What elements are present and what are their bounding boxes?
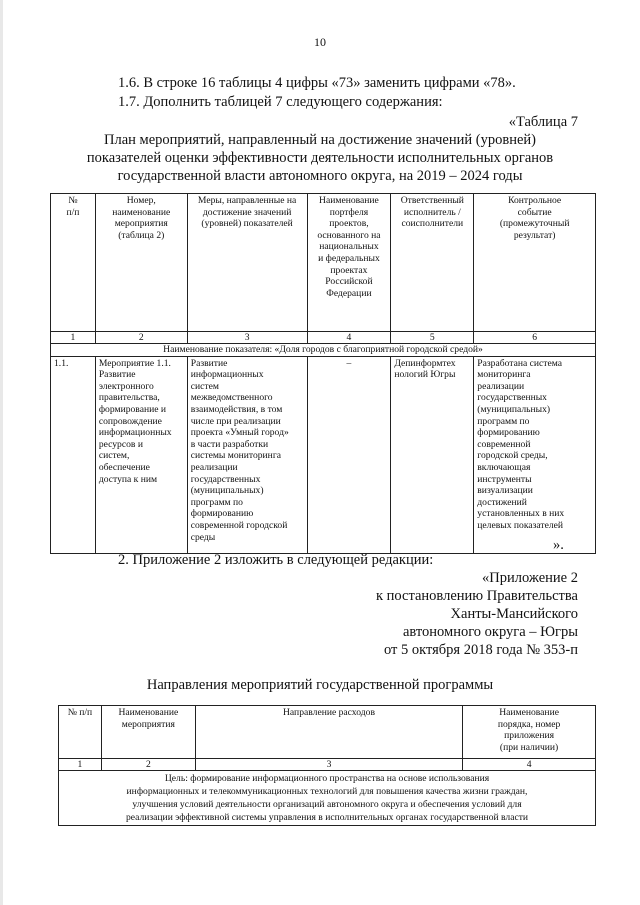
table7-col-number: 1 xyxy=(51,332,96,344)
directions-goal: Цель: формирование информационного пространства на основе использования информационных и телекоммуникационных технологий для повышения качества жизни граждан, улучшения условий деятельности организаций автономного округа и обеспечения условий для реализации эффективной системы управления в исполнительных органах государственной власти xyxy=(59,771,596,826)
table7-label: «Таблица 7 xyxy=(508,114,578,130)
table7-col-number: 5 xyxy=(391,332,474,344)
table7-title-line3: государственной власти автономного округа, на 2019 – 2024 годы xyxy=(117,168,523,184)
table7-header-portfolio: Наименование портфеля проектов, основанного на национальных и федеральных проектах Российской Федерации xyxy=(307,194,391,332)
directions-col-number: 1 xyxy=(59,759,102,771)
appendix-instruction: 2. Приложение 2 изложить в следующей редакции: xyxy=(118,552,434,568)
table7-title-line1: План мероприятий, направленный на достижение значений (уровней) xyxy=(104,132,536,148)
table7-col-number: 3 xyxy=(187,332,307,344)
table7-col-number: 4 xyxy=(307,332,391,344)
appendix-line-3: Ханты-Мансийского xyxy=(450,606,578,622)
table7-header-num: № п/п xyxy=(51,194,96,332)
directions-number-row xyxy=(59,759,596,771)
directions-col-number: 2 xyxy=(101,759,195,771)
table7-row-event: Мероприятие 1.1. Развитие электронного правительства, формирование и сопровождение информационных ресурсов и систем, обеспечение доступа к ним xyxy=(95,356,187,553)
table7-indicator-row xyxy=(51,344,596,357)
directions-header-num: № п/п xyxy=(59,706,102,759)
appendix-line-2: к постановлению Правительства xyxy=(376,588,578,604)
table7-number-row xyxy=(51,332,596,344)
table7-header-row xyxy=(51,194,596,332)
table-7 xyxy=(50,193,596,554)
table7-data-row xyxy=(51,356,596,553)
table7-header-responsible: Ответственный исполнитель / соисполнители xyxy=(391,194,474,332)
table7-row-measures: Развитие информационных систем межведомственного взаимодействия, в том числе при реализации проекта «Умный город» в части разработки системы мониторинга реализации государственных (муниципальных) программ по формированию современной городской среды xyxy=(187,356,307,553)
amendment-1-7: 1.7. Дополнить таблицей 7 следующего содержания: xyxy=(118,94,443,110)
directions-goal-row xyxy=(59,771,596,826)
directions-col-number: 4 xyxy=(463,759,596,771)
table7-header-event: Номер, наименование мероприятия (таблица 2) xyxy=(95,194,187,332)
table7-closing-quote: ». xyxy=(553,537,564,553)
table7-row-responsible: Депинформтех нологий Югры xyxy=(391,356,474,553)
table7-header-measures: Меры, направленные на достижение значений (уровней) показателей xyxy=(187,194,307,332)
table7-col-number: 2 xyxy=(95,332,187,344)
table7-row-portfolio: – xyxy=(307,356,391,553)
directions-col-number: 3 xyxy=(195,759,462,771)
table7-indicator: Наименование показателя: «Доля городов с благоприятной городской средой» xyxy=(51,344,596,357)
directions-table xyxy=(58,705,596,826)
table7-row-num: 1.1. xyxy=(51,356,96,553)
appendix-line-1: «Приложение 2 xyxy=(482,570,578,586)
page-number: 10 xyxy=(314,35,326,49)
appendix-line-5: от 5 октября 2018 года № 353-п xyxy=(383,642,578,658)
table7-row-result: Разработана система мониторинга реализации государственных (муниципальных) программ по формированию современной городской среды, включающая инструменты визуализации достижений установленных в них целевых показателей xyxy=(474,356,596,553)
directions-header-event: Наименование мероприятия xyxy=(101,706,195,759)
directions-header-expense: Направление расходов xyxy=(195,706,462,759)
directions-title: Направления мероприятий государственной программы xyxy=(146,677,494,693)
amendment-1-6: 1.6. В строке 16 таблицы 4 цифры «73» заменить цифрами «78». xyxy=(118,75,516,91)
directions-header-row xyxy=(59,706,596,759)
table7-col-number: 6 xyxy=(474,332,596,344)
table7-title-line2: показателей оценки эффективности деятельности исполнительных органов xyxy=(86,150,554,166)
appendix-line-4: автономного округа – Югры xyxy=(402,624,578,640)
table7-header-result: Контрольное событие (промежуточный результат) xyxy=(474,194,596,332)
directions-header-procedure: Наименование порядка, номер приложения (при наличии) xyxy=(463,706,596,759)
